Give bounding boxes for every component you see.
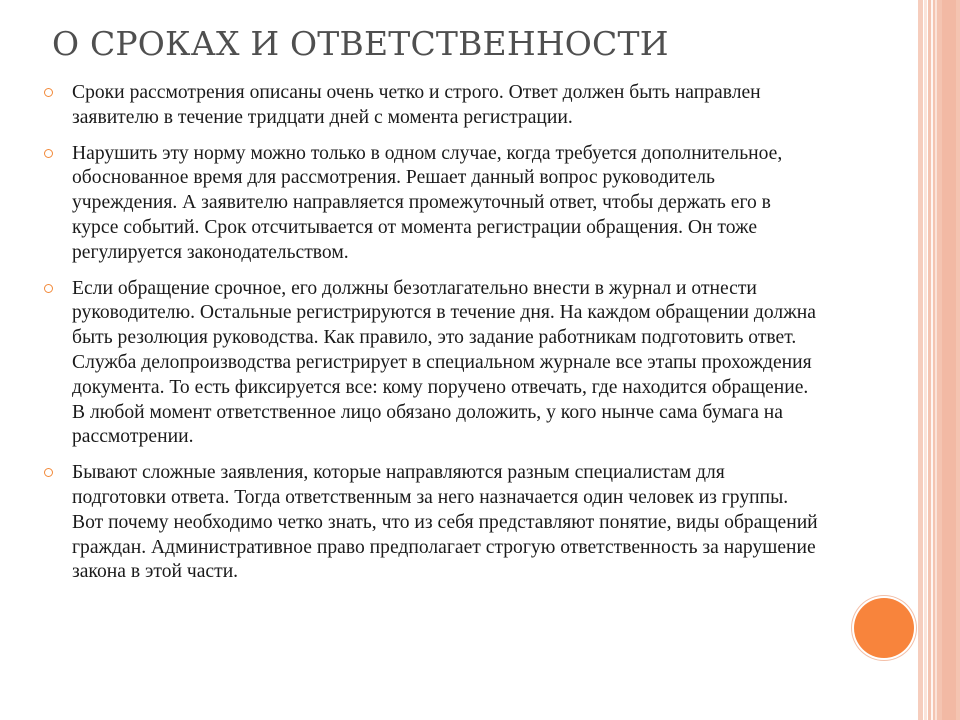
hollow-circle-bullet-icon (44, 284, 53, 293)
bullet-item (40, 142, 820, 266)
orange-circle-decoration-icon (854, 598, 914, 658)
side-stripe-decoration (918, 0, 923, 720)
bullet-text: Нарушить эту норму можно только в одном случае, когда требуется дополнительное, обоснованное время для рассмотрения. Решает данный вопрос руководитель учреждения. А заявителю направляется промежуточный ответ, чтобы держать его в курсе событий. Срок отсчитывается от момента регистрации обращения. Он тоже регулируется законодательством. (72, 142, 783, 263)
side-stripe-decoration (924, 0, 927, 720)
bullet-item (40, 461, 820, 585)
hollow-circle-bullet-icon (44, 88, 53, 97)
side-stripe-decoration (931, 0, 933, 720)
bullet-text: Бывают сложные заявления, которые направляются разным специалистам для подготовки ответа. Тогда ответственным за него назначается один человек из группы. Вот почему необходимо четко знать, что из себя представляют понятие, виды обращений граждан. Административное право предполагает строгую ответственность за нарушение закона в этой части. (72, 462, 818, 583)
side-stripe-decoration (942, 0, 956, 720)
bullet-item (40, 277, 820, 451)
side-stripe-decoration (935, 0, 937, 720)
hollow-circle-bullet-icon (44, 149, 53, 158)
bullet-text: Сроки рассмотрения описаны очень четко и строго. Ответ должен быть направлен заявителю в течение тридцати дней с момента регистрации. (72, 82, 761, 128)
bullet-item (40, 81, 820, 131)
slide-title: О СРОКАХ И ОТВЕТСТВЕННОСТИ (52, 24, 669, 63)
bullet-list (40, 81, 820, 596)
bullet-text: Если обращение срочное, его должны безотлагательно внести в журнал и отнести руководителю. Остальные регистрируются в течение дня. На каждом обращении должна быть резолюция руководства. Как правило, это задание работникам подготовить ответ. Служба делопроизводства регистрирует в специальном журнале все этапы прохождения документа. То есть фиксируется все: кому поручено отвечать, где находится обращение. В любой момент ответственное лицо обязано доложить, у кого нынче сама бумага на рассмотрении. (72, 277, 816, 448)
hollow-circle-bullet-icon (44, 468, 53, 477)
